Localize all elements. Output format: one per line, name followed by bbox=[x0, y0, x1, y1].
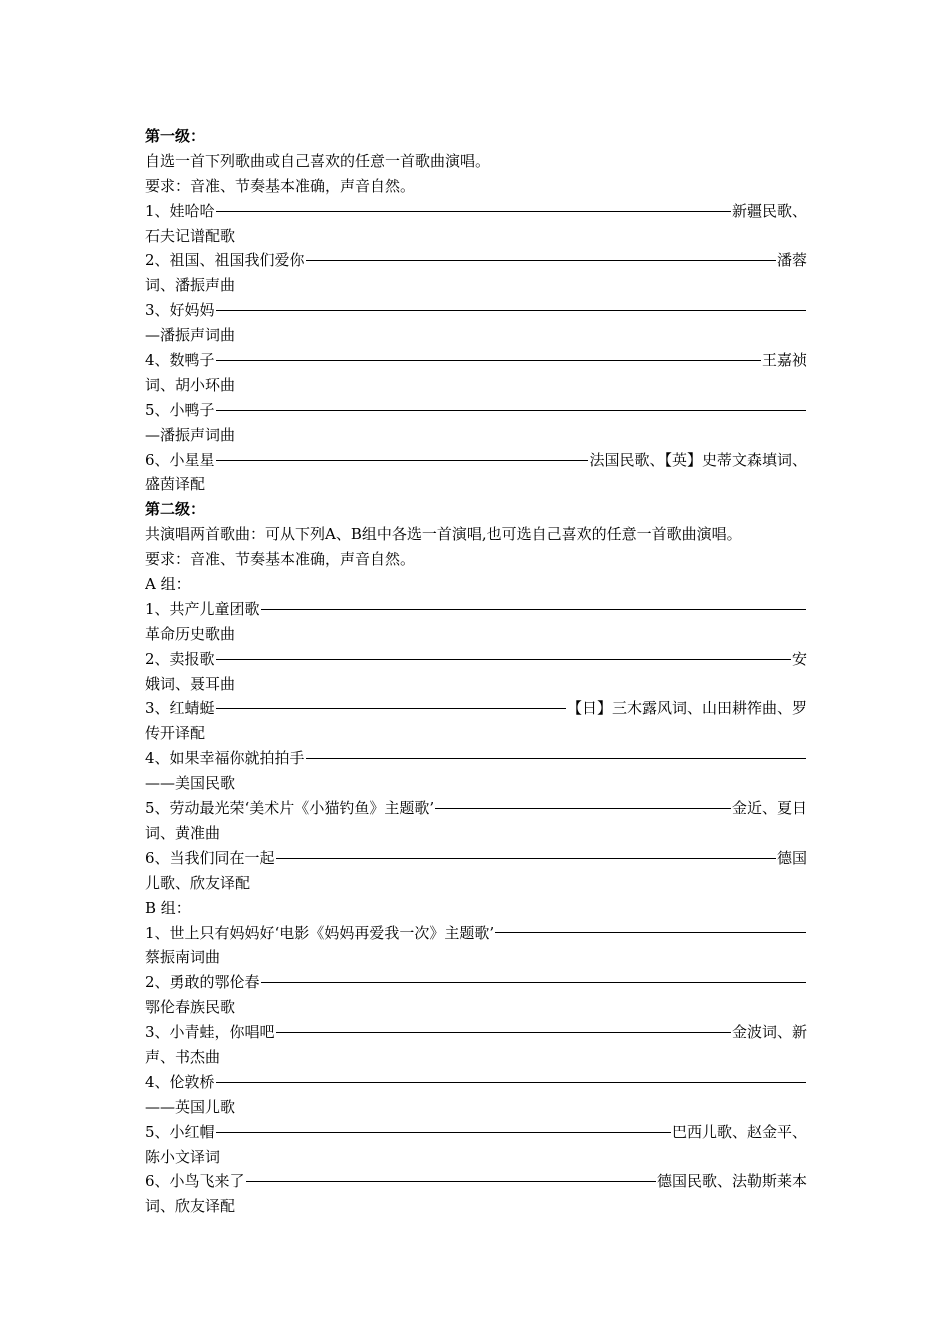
song-credit-continued: 词、欣友译配 bbox=[145, 1197, 236, 1216]
song-credit-continued: 儿歌、欣友译配 bbox=[145, 873, 251, 892]
song-title: 6、小星星 bbox=[145, 450, 215, 469]
song-credit-continued: —潘振声词曲 bbox=[145, 425, 236, 444]
song-credit: 安 bbox=[791, 649, 807, 668]
song-credit-continued: 蔡振南词曲 bbox=[145, 948, 221, 967]
level-1-requirement: 要求：音准、节奏基本准确，声音自然。 bbox=[145, 176, 416, 195]
song-credit: 潘蓉 bbox=[776, 251, 807, 270]
song-title: 4、伦敦桥 bbox=[145, 1072, 215, 1091]
song-title: 4、数鸭子 bbox=[145, 351, 215, 370]
song-credit-continued: 鄂伦春族民歌 bbox=[145, 998, 236, 1017]
song-title: 2、勇敢的鄂伦春 bbox=[145, 973, 260, 992]
song-credit: 德国 bbox=[776, 848, 807, 867]
level-1-song bbox=[145, 448, 807, 498]
song-credit-continued: 词、潘振声曲 bbox=[145, 276, 236, 295]
level-2-requirement: 要求：音准、节奏基本准确，声音自然。 bbox=[145, 550, 416, 569]
level-1-song bbox=[145, 298, 807, 348]
song-credit: 【日】三木露风词、山田耕筰曲、罗 bbox=[566, 699, 807, 718]
song-credit-continued: 词、黄准曲 bbox=[145, 823, 221, 842]
group-a-song bbox=[145, 597, 807, 647]
level-1-song bbox=[145, 398, 807, 448]
dash-leader bbox=[276, 858, 776, 859]
dash-leader bbox=[216, 460, 589, 461]
song-credit-continued: 陈小文译词 bbox=[145, 1147, 221, 1166]
dash-leader bbox=[216, 310, 806, 311]
dash-leader bbox=[216, 211, 731, 212]
song-credit-continued: 盛茵译配 bbox=[145, 475, 206, 494]
group-b-label: B 组： bbox=[145, 898, 191, 917]
dash-leader bbox=[216, 708, 566, 709]
song-title: 2、祖国、祖国我们爱你 bbox=[145, 251, 305, 270]
song-title: 3、小青蛙，你唱吧 bbox=[145, 1023, 275, 1042]
song-credit: 德国民歌、法勒斯莱本 bbox=[656, 1172, 807, 1191]
group-a-song bbox=[145, 647, 807, 697]
group-a-song bbox=[145, 746, 807, 796]
level-2-heading: 第二级： bbox=[145, 500, 206, 519]
dash-leader bbox=[261, 982, 806, 983]
group-b-song bbox=[145, 1070, 807, 1120]
song-title: 5、小红帽 bbox=[145, 1122, 215, 1141]
level-1-song bbox=[145, 248, 807, 298]
song-title: 6、小鸟飞来了 bbox=[145, 1172, 245, 1191]
document-page bbox=[145, 124, 807, 1219]
dash-leader bbox=[306, 260, 776, 261]
dash-leader bbox=[306, 758, 806, 759]
song-credit-continued: 石夫记谱配歌 bbox=[145, 226, 236, 245]
song-credit: 巴西儿歌、赵金平、 bbox=[671, 1122, 807, 1141]
group-b-song bbox=[145, 1020, 807, 1070]
level-1-song bbox=[145, 348, 807, 398]
group-b-song bbox=[145, 1169, 807, 1219]
level-1-heading: 第一级： bbox=[145, 127, 206, 145]
song-title: 1、世上只有妈妈好‘电影《妈妈再爱我一次》主题歌’ bbox=[145, 923, 495, 942]
dash-leader bbox=[276, 1032, 731, 1033]
dash-leader bbox=[216, 410, 806, 411]
song-credit-continued: ——英国儿歌 bbox=[145, 1097, 236, 1116]
song-credit-continued: 词、胡小环曲 bbox=[145, 375, 236, 394]
group-a-song bbox=[145, 796, 807, 846]
group-b-song bbox=[145, 921, 807, 971]
song-title: 2、卖报歌 bbox=[145, 649, 215, 668]
dash-leader bbox=[495, 932, 806, 933]
dash-leader bbox=[216, 360, 761, 361]
group-a-song bbox=[145, 696, 807, 746]
group-a-label: A 组： bbox=[145, 575, 191, 594]
song-credit: 新疆民歌、 bbox=[731, 201, 807, 220]
group-a-song bbox=[145, 846, 807, 896]
song-credit-continued: 革命历史歌曲 bbox=[145, 624, 236, 643]
level-1-section bbox=[145, 124, 807, 497]
level-2-section bbox=[145, 497, 807, 1219]
song-title: 1、娃哈哈 bbox=[145, 201, 215, 220]
dash-leader bbox=[216, 659, 791, 660]
song-credit-continued: ——美国民歌 bbox=[145, 774, 236, 793]
level-1-instruction: 自选一首下列歌曲或自己喜欢的任意一首歌曲演唱。 bbox=[145, 151, 491, 170]
song-title: 6、当我们同在一起 bbox=[145, 848, 275, 867]
song-credit-continued: 娥词、聂耳曲 bbox=[145, 674, 236, 693]
song-title: 5、劳动最光荣‘美术片《小猫钓鱼》主题歌’ bbox=[145, 799, 435, 818]
group-b-song bbox=[145, 970, 807, 1020]
dash-leader bbox=[435, 808, 731, 809]
level-1-song bbox=[145, 199, 807, 249]
dash-leader bbox=[246, 1181, 656, 1182]
song-credit-continued: 声、书杰曲 bbox=[145, 1047, 221, 1066]
song-credit: 法国民歌、【英】史蒂文森填词、 bbox=[589, 450, 807, 469]
song-credit-continued: 传开译配 bbox=[145, 724, 206, 743]
group-b-song bbox=[145, 1120, 807, 1170]
dash-leader bbox=[216, 1132, 671, 1133]
song-title: 1、共产儿童团歌 bbox=[145, 599, 260, 618]
song-title: 3、红蜻蜓 bbox=[145, 699, 215, 718]
song-credit: 王嘉祯 bbox=[761, 351, 807, 370]
song-title: 5、小鸭子 bbox=[145, 400, 215, 419]
song-credit: 金近、夏日 bbox=[731, 799, 807, 818]
dash-leader bbox=[261, 609, 806, 610]
song-title: 4、如果幸福你就拍拍手 bbox=[145, 749, 305, 768]
song-credit-continued: —潘振声词曲 bbox=[145, 326, 236, 345]
dash-leader bbox=[216, 1082, 806, 1083]
song-credit: 金波词、新 bbox=[731, 1023, 807, 1042]
level-2-instruction: 共演唱两首歌曲：可从下列A、B组中各选一首演唱,也可选自己喜欢的任意一首歌曲演唱。 bbox=[145, 525, 742, 544]
song-title: 3、好妈妈 bbox=[145, 301, 215, 320]
